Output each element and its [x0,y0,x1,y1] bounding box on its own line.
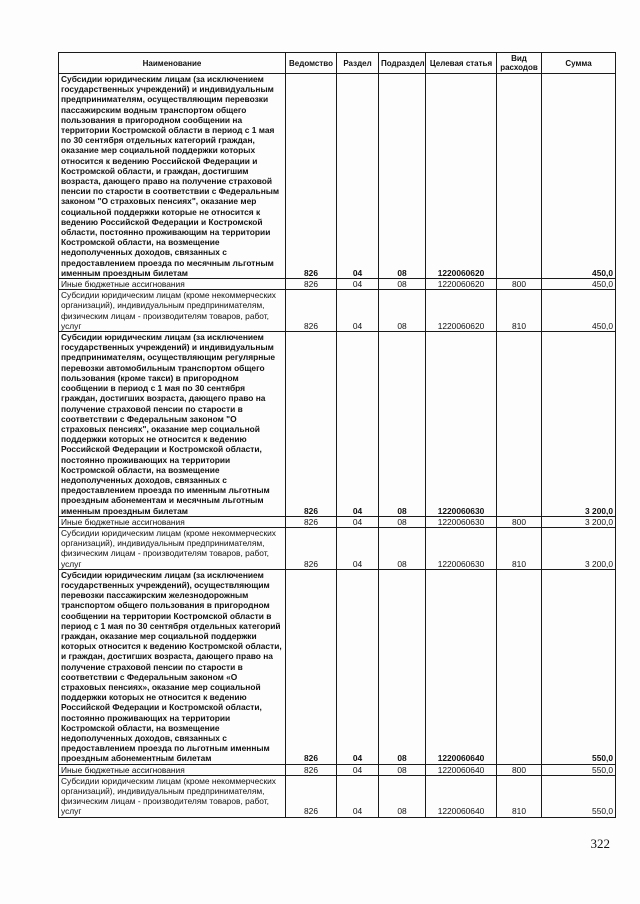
header-name: Наименование [59,53,286,74]
table-row [59,516,616,527]
header-summa: Сумма [542,53,616,74]
header-vr: Вид расходов [497,53,542,74]
row-name: Субсидии юридическим лицам (за исключением государственных учреждений), осуществляющим перевозки пассажирским железнодорожным транспортом общего пользования в пригородном сообщении на территории Костромской области в период с 1 мая по 30 сентября отдельных категорий граждан, оказание мер социальной поддержки которых относится к ведению Костромской области, и граждан, достигших возраста, дающего право на получение страховой пенсии по старости в соответствии с Федеральным законом «О страховых пенсиях», оказание мер социальной поддержки которых не относится к ведению Российской Федерации и Костромской области, постоянно проживающих на территории Костромской области, на возмещение недополученных доходов, связанных с предоставлением проезда по льготным именным проездным абонементным билетам [59,569,286,764]
row-ved: 826 [286,74,337,279]
row-vr [497,74,542,279]
row-cs: 1220060620 [426,279,497,290]
row-podrazdel: 08 [379,527,426,569]
row-cs: 1220060630 [426,332,497,517]
row-summa: 550,0 [542,569,616,764]
row-ved: 826 [286,279,337,290]
row-razdel: 04 [337,527,379,569]
row-summa: 550,0 [542,775,616,817]
row-cs: 1220060640 [426,775,497,817]
row-vr [497,569,542,764]
table-header-row [59,53,616,74]
header-cs: Целевая статья [426,53,497,74]
row-podrazdel: 08 [379,516,426,527]
row-podrazdel: 08 [379,775,426,817]
budget-table [58,52,616,818]
row-podrazdel: 08 [379,279,426,290]
row-razdel: 04 [337,569,379,764]
header-podrazdel: Подраздел [379,53,426,74]
row-razdel: 04 [337,290,379,332]
table-row [59,279,616,290]
row-name: Субсидии юридическим лицам (кроме некоммерческих организаций), индивидуальным предпринимателям, физическим лицам - производителям товаров, работ, услуг [59,775,286,817]
row-vr: 800 [497,516,542,527]
row-summa: 3 200,0 [542,332,616,517]
table-row [59,332,616,517]
row-cs: 1220060620 [426,290,497,332]
row-razdel: 04 [337,775,379,817]
row-cs: 1220060620 [426,74,497,279]
row-razdel: 04 [337,332,379,517]
row-ved: 826 [286,569,337,764]
row-cs: 1220060640 [426,569,497,764]
header-razdel: Раздел [337,53,379,74]
row-vr: 810 [497,290,542,332]
row-vr: 800 [497,279,542,290]
row-ved: 826 [286,775,337,817]
row-name: Иные бюджетные ассигнования [59,516,286,527]
row-summa: 450,0 [542,74,616,279]
row-summa: 450,0 [542,279,616,290]
table-row [59,74,616,279]
row-name: Субсидии юридическим лицам (кроме некоммерческих организаций), индивидуальным предпринимателям, физическим лицам - производителям товаров, работ, услуг [59,290,286,332]
table-row [59,527,616,569]
row-name: Субсидии юридическим лицам (кроме некоммерческих организаций), индивидуальным предпринимателям, физическим лицам - производителям товаров, работ, услуг [59,527,286,569]
row-ved: 826 [286,516,337,527]
row-vr: 810 [497,775,542,817]
page-number: 322 [590,836,610,851]
row-summa: 3 200,0 [542,527,616,569]
row-cs: 1220060630 [426,516,497,527]
row-name: Иные бюджетные ассигнования [59,279,286,290]
row-name: Субсидии юридическим лицам (за исключением государственных учреждений) и индивидуальным предпринимателям, осуществляющим перевозки пассажирским водным транспортом общего пользования в пригородном сообщении на территории Костромской области в период с 1 мая по 30 сентября отдельных категорий граждан, оказание мер социальной поддержки которых относится к ведению Российской Федерации и Костромской области, и граждан, достигшим возраста, дающего право на получение страховой пенсии по старости в соответствии с Федеральным законом "О страховых пенсиях", оказание мер социальной поддержки которые не относится к ведению Российской Федерации и Костромской области, постоянно проживающим на территории Костромской области, на возмещение недополученных доходов, связанных с предоставлением проезда по месячным льготным именным проездным билетам [59,74,286,279]
row-ved: 826 [286,527,337,569]
row-vr: 800 [497,764,542,775]
row-ved: 826 [286,332,337,517]
row-razdel: 04 [337,516,379,527]
table-row [59,290,616,332]
table-row [59,569,616,764]
header-ved: Ведомство [286,53,337,74]
row-razdel: 04 [337,279,379,290]
row-podrazdel: 08 [379,569,426,764]
row-cs: 1220060640 [426,764,497,775]
row-vr [497,332,542,517]
row-summa: 3 200,0 [542,516,616,527]
row-vr: 810 [497,527,542,569]
row-ved: 826 [286,764,337,775]
row-razdel: 04 [337,764,379,775]
row-summa: 550,0 [542,764,616,775]
row-ved: 826 [286,290,337,332]
row-podrazdel: 08 [379,74,426,279]
row-cs: 1220060630 [426,527,497,569]
row-name: Субсидии юридическим лицам (за исключением государственных учреждений) и индивидуальным предпринимателям, осуществляющим регулярные перевозки автомобильным транспортом общего пользования (кроме такси) в пригородном сообщении в период с 1 мая по 30 сентября граждан, достигших возраста, дающего право на получение страховой пенсии по старости в соответствии с Федеральным законом "О страховых пенсиях", оказание мер социальной поддержки которых не относится к ведению Российской Федерации и Костромской области, постоянно проживающих на территории Костромской области, на возмещение недополученных доходов, связанных с предоставлением проезда по именным льготным проездным абонементам и месячным льготным именным проездным билетам [59,332,286,517]
row-razdel: 04 [337,74,379,279]
row-podrazdel: 08 [379,290,426,332]
row-name: Иные бюджетные ассигнования [59,764,286,775]
table-row [59,764,616,775]
table-row [59,775,616,817]
row-podrazdel: 08 [379,332,426,517]
row-podrazdel: 08 [379,764,426,775]
row-summa: 450,0 [542,290,616,332]
